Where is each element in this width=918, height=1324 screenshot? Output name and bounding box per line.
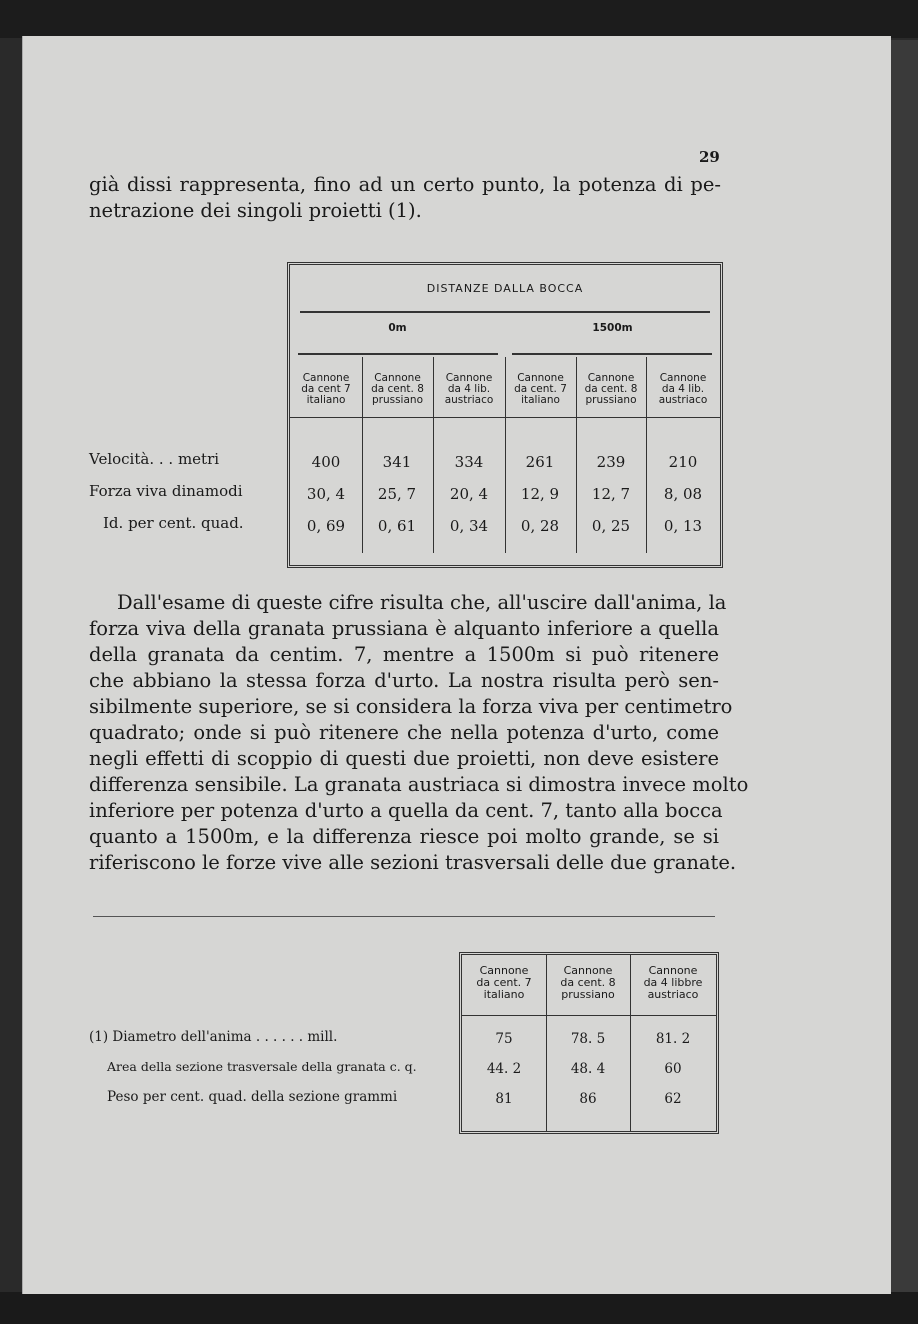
- book-page: [22, 36, 891, 1294]
- col-header: Cannone da cent 7 italiano: [301, 372, 351, 406]
- body-paragraph: [89, 590, 749, 876]
- table-cell: 62: [664, 1091, 682, 1107]
- table-cell: 341: [382, 453, 412, 471]
- table-cell: 48. 4: [570, 1061, 606, 1077]
- page-number: 29: [699, 148, 720, 166]
- row-label: Forza viva dinamodi: [89, 482, 243, 500]
- header-brace: [300, 311, 710, 313]
- scan-border-right: [888, 40, 918, 1292]
- col-header: Cannone da 4 lib. austriaco: [444, 372, 494, 406]
- table-cell: 81: [495, 1091, 513, 1107]
- table-cell: 30, 4: [306, 485, 346, 503]
- table-cell: 12, 9: [520, 485, 560, 503]
- intro-paragraph: [89, 172, 721, 224]
- row-label: Velocità. . . metri: [89, 450, 220, 468]
- table-cell: 44. 2: [486, 1061, 522, 1077]
- text-line: Dall'esame di queste cifre risulta che, all'uscire dall'anima, la: [117, 591, 727, 614]
- table-cell: 60: [664, 1061, 682, 1077]
- table-cell: 0, 34: [449, 517, 489, 535]
- scan-border-bottom: [0, 1292, 918, 1324]
- text-line: inferiore per potenza d'urto a quella da cent. 7, tanto alla bocca: [89, 799, 723, 822]
- table-cell: 210: [668, 453, 698, 471]
- table-cell: 25, 7: [377, 485, 417, 503]
- col-header: Cannone da cent. 8 prussiano: [371, 372, 424, 406]
- footnote-rule: [93, 916, 715, 917]
- table-cell: 0, 61: [377, 517, 417, 535]
- group-label-0m: 0m: [388, 322, 407, 334]
- group-brace-right: [512, 353, 712, 355]
- footnote-row-label: (1) Diametro dell'anima . . . . . . mill.: [89, 1029, 338, 1045]
- row-label: Id. per cent. quad.: [103, 514, 244, 532]
- table-cell: 20, 4: [449, 485, 489, 503]
- text-line: che abbiano la stessa forza d'urto. La nostra risulta però sen-: [89, 669, 719, 692]
- text-line: della granata da centim. 7, mentre a 1500m si può ritenere: [89, 643, 719, 666]
- table-cell: 239: [596, 453, 626, 471]
- header-rule: [290, 417, 720, 418]
- text-line: quadrato; onde si può ritenere che nella potenza d'urto, come: [89, 721, 719, 744]
- text-line: negli effetti di scoppio di questi due proietti, non deve esistere: [89, 747, 719, 770]
- table-cell: 0, 28: [520, 517, 560, 535]
- table-cell: 0, 25: [591, 517, 631, 535]
- distance-table: [287, 262, 723, 568]
- col-header: Cannone da 4 lib. austriaco: [658, 372, 708, 406]
- table-cell: 261: [525, 453, 555, 471]
- text-line: già dissi rappresenta, fino ad un certo punto, la potenza di pe-: [89, 173, 721, 196]
- table-cell: 81. 2: [655, 1031, 691, 1047]
- text-line: quanto a 1500m, e la differenza riesce poi molto grande, se si: [89, 825, 719, 848]
- table-cell: 86: [579, 1091, 597, 1107]
- table-cell: 0, 69: [306, 517, 346, 535]
- footnote-row-label: Area della sezione trasversale della granata c. q.: [107, 1059, 417, 1074]
- header-rule: [462, 1015, 716, 1016]
- col-header: Cannone da cent. 8 prussiano: [584, 372, 638, 406]
- table-cell: 12, 7: [591, 485, 631, 503]
- footnote-row-label: Peso per cent. quad. della sezione grammi: [107, 1089, 398, 1105]
- group-label-1500m: 1500m: [592, 322, 633, 334]
- table-cell: 78. 5: [570, 1031, 606, 1047]
- footnote-table: [459, 952, 719, 1134]
- col-header: Cannone da cent. 8 prussiano: [560, 964, 616, 1001]
- table-cell: 334: [454, 453, 484, 471]
- table-cell: 8, 08: [663, 485, 703, 503]
- table-cell: 75: [495, 1031, 513, 1047]
- group-brace-left: [298, 353, 498, 355]
- table-cell: 400: [311, 453, 341, 471]
- table-header: DISTANZE DALLA BOCCA: [426, 282, 584, 295]
- col-header: Cannone da 4 libbre austriaco: [643, 964, 703, 1001]
- text-line: netrazione dei singoli proietti (1).: [89, 199, 422, 222]
- table-cell: 0, 13: [663, 517, 703, 535]
- text-line: riferiscono le forze vive alle sezioni trasversali delle due granate.: [89, 851, 737, 874]
- col-header: Cannone da cent. 7 italiano: [476, 964, 532, 1001]
- text-line: differenza sensibile. La granata austriaca si dimostra invece molto: [89, 773, 749, 796]
- col-header: Cannone da cent. 7 italiano: [514, 372, 567, 406]
- text-line: forza viva della granata prussiana è alquanto inferiore a quella: [89, 617, 719, 640]
- text-line: sibilmente superiore, se si considera la forza viva per centimetro: [89, 695, 733, 718]
- scan-border-top: [0, 0, 918, 38]
